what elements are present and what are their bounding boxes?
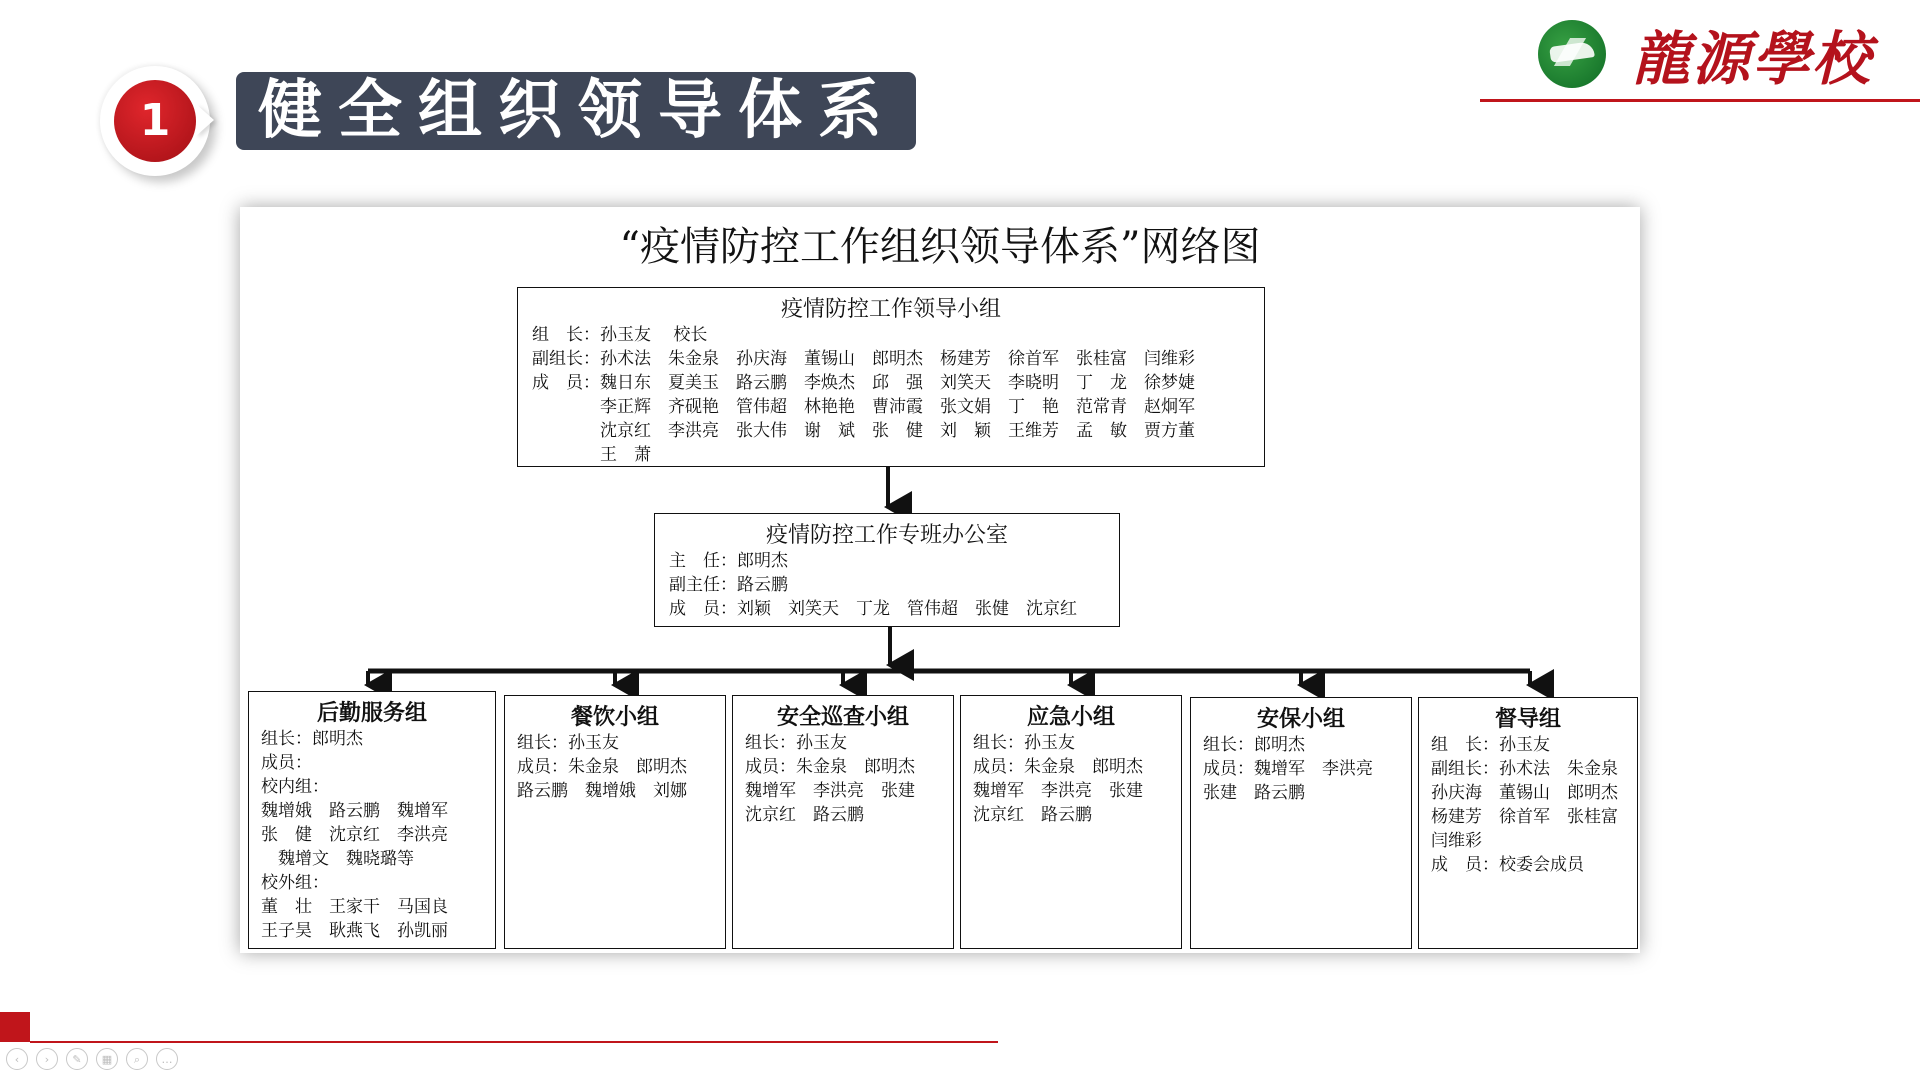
group-box-catering: [504, 695, 726, 949]
next-icon[interactable]: ›: [36, 1048, 58, 1070]
group-line: 成员：朱金泉 郎明杰 魏增军 李洪亮 张建 沈京红 路云鹏: [745, 757, 932, 825]
office-line: 主 任：郎明杰: [669, 551, 788, 571]
lead-group-title: 疫情防控工作领导小组: [780, 297, 1001, 322]
office-line: 成 员：刘颖 刘笑天 丁龙 管伟超 张健 沈京红: [669, 599, 1077, 619]
group-line: 张 健 沈京红 李洪亮: [261, 825, 448, 845]
logo-emblem-icon: [1538, 20, 1606, 88]
group-line: 成员：朱金泉 郎明杰 路云鹏 魏增娥 刘娜: [517, 757, 704, 801]
office-line: 副主任：路云鹏: [669, 575, 788, 595]
office-title: 疫情防控工作专班办公室: [765, 523, 1008, 548]
footer-rule: [30, 1041, 998, 1043]
group-line: 魏增文 魏晓璐等: [261, 849, 414, 869]
group-line: 王子昊 耿燕飞 孙凯丽: [261, 921, 448, 941]
school-logo: [1538, 18, 1920, 93]
group-title: 应急小组: [1026, 704, 1115, 730]
logo-text: 龍源學校: [1632, 25, 1873, 93]
lead-group-line: 李正辉 齐砚艳 管伟超 林艳艳 曹沛霞 张文娟 丁 艳 范常青 赵炯军: [532, 397, 1195, 417]
group-box-safety-patrol: [732, 695, 954, 949]
group-line: 校外组：: [261, 873, 329, 893]
group-line: 副组长：孙术法 朱金泉 孙庆海 董锡山 郎明杰 杨建芳 徐首军 张桂富 闫维彩: [1431, 759, 1635, 851]
group-line: 董 壮 王家干 马国良: [261, 897, 448, 917]
office-box: [654, 513, 1120, 627]
group-line: 组长：郎明杰: [1203, 735, 1305, 755]
group-title: 督导组: [1494, 706, 1561, 732]
group-title: 后勤服务组: [316, 700, 427, 726]
group-line: 校内组：: [261, 777, 329, 797]
org-chart-card: [240, 207, 1640, 953]
lead-group-line: 组 长：孙玉友 校长: [532, 325, 708, 345]
lead-group-line: 王 萧: [532, 445, 651, 465]
footer-accent-square: [0, 1012, 30, 1042]
slides-icon[interactable]: ▦: [96, 1048, 118, 1070]
lead-group-box: [517, 287, 1265, 467]
section-number: 1: [114, 80, 196, 162]
diagram-title: “疫情防控工作组织领导体系”网络图: [619, 224, 1261, 270]
group-box-logistics: [248, 691, 496, 949]
pen-icon[interactable]: ✎: [66, 1048, 88, 1070]
lead-group-line: 沈京红 李洪亮 张大伟 谢 斌 张 健 刘 颖 王维芳 孟 敏 贾方董: [532, 421, 1195, 441]
section-number-badge: [100, 66, 210, 176]
slide-title: 健全组织领导体系: [236, 72, 916, 150]
group-box-security: [1190, 697, 1412, 949]
group-box-supervision: [1418, 697, 1638, 949]
group-line: 组 长：孙玉友: [1431, 735, 1550, 755]
group-title: 安保小组: [1256, 706, 1345, 732]
group-line: 组长：郎明杰: [261, 729, 363, 749]
group-box-emergency: [960, 695, 1182, 949]
more-icon[interactable]: …: [156, 1048, 178, 1070]
slideshow-nav: [6, 1048, 178, 1070]
group-title: 餐饮小组: [570, 704, 659, 730]
group-line: 组长：孙玉友: [517, 733, 619, 753]
group-line: 成员：魏增军 李洪亮 张建 路云鹏: [1203, 759, 1390, 803]
lead-group-line: 副组长：孙术法 朱金泉 孙庆海 董锡山 郎明杰 杨建芳 徐首军 张桂富 闫维彩: [532, 349, 1195, 369]
zoom-icon[interactable]: ⌕: [126, 1048, 148, 1070]
group-line: 组长：孙玉友: [745, 733, 847, 753]
prev-icon[interactable]: ‹: [6, 1048, 28, 1070]
header-rule: [1480, 99, 1920, 102]
lead-group-line: 成 员：魏日东 夏美玉 路云鹏 李焕杰 邱 强 刘笑天 李晓明 丁 龙 徐梦婕: [532, 373, 1195, 393]
group-line: 魏增娥 路云鹏 魏增军: [261, 801, 448, 821]
group-line: 成员：朱金泉 郎明杰 魏增军 李洪亮 张建 沈京红 路云鹏: [973, 757, 1160, 825]
group-line: 成 员：校委会成员: [1431, 855, 1584, 875]
group-line: 组长：孙玉友: [973, 733, 1075, 753]
badge-pointer: [196, 104, 214, 136]
group-title: 安全巡查小组: [776, 704, 909, 730]
group-line: 成员：: [261, 753, 312, 773]
